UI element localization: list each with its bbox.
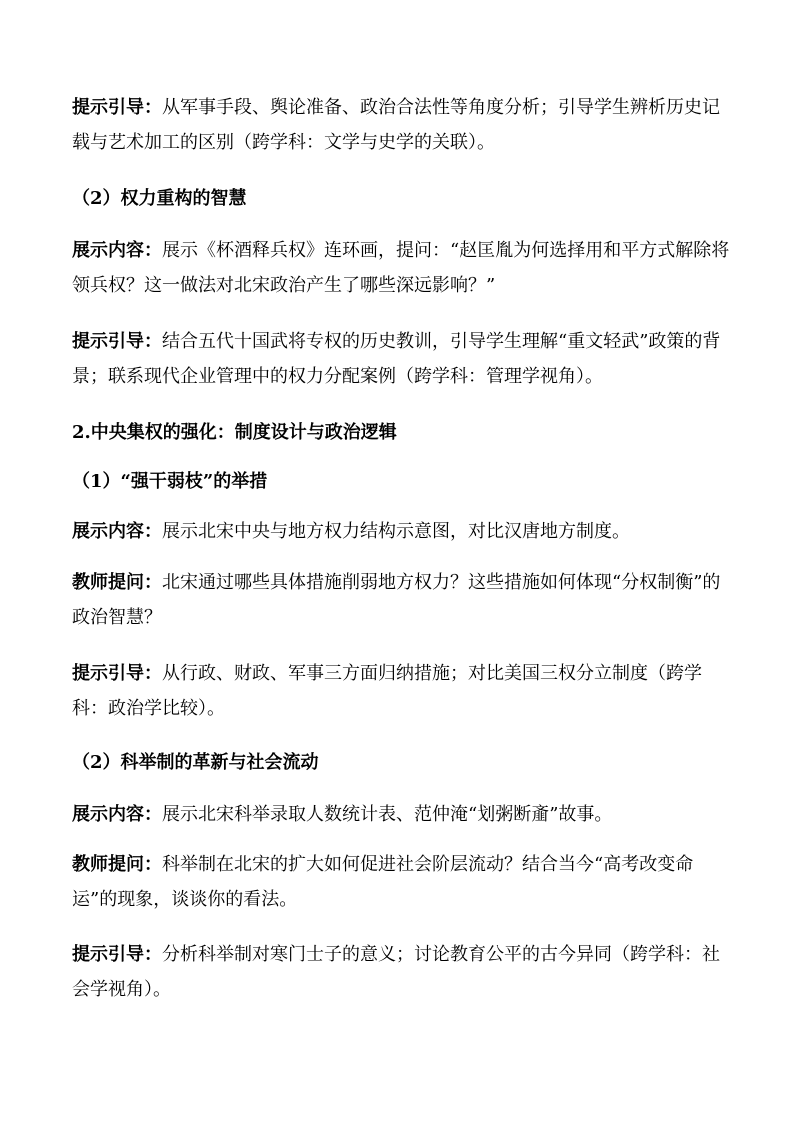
paragraph-hint-guidance-3 <box>72 656 732 726</box>
paragraph-lead: 展示内容： <box>72 521 162 542</box>
paragraph-text: 展示北宋中央与地方权力结构示意图，对比汉唐地方制度。 <box>162 521 630 542</box>
paragraph-text: 从军事手段、舆论准备、政治合法性等角度分析；引导学生辨析历史记载与艺术加工的区别（跨学科：文学与史学的关联）。 <box>72 97 720 153</box>
paragraph-text: 北宋通过哪些具体措施削弱地方权力？这些措施如何体现“分权制衡”的政治智慧？ <box>72 572 721 628</box>
paragraph-display-content-2 <box>72 514 732 549</box>
paragraph-text: 科举制在北宋的扩大如何促进社会阶层流动？结合当今“高考改变命运”的现象，谈谈你的看法。 <box>72 854 694 910</box>
paragraph-lead: 教师提问： <box>72 572 162 593</box>
paragraph-lead: 提示引导： <box>72 944 162 965</box>
paragraph-lead: 展示内容： <box>72 240 162 261</box>
paragraph-hint-guidance-4 <box>72 937 732 1007</box>
paragraph-lead: 展示内容： <box>72 804 162 825</box>
paragraph-text: 结合五代十国武将专权的历史教训，引导学生理解“重文轻武”政策的背景；联系现代企业管理中的权力分配案例（跨学科：管理学视角）。 <box>72 331 721 387</box>
section-heading-central-power: 2.中央集权的强化：制度设计与政治逻辑 <box>72 422 397 443</box>
paragraph-lead: 提示引导： <box>72 663 162 684</box>
paragraph-lead: 提示引导： <box>72 331 162 352</box>
paragraph-text: 分析科举制对寒门士子的意义；讨论教育公平的古今异同（跨学科：社会学视角）。 <box>72 944 720 1000</box>
paragraph-text: 展示北宋科举录取人数统计表、范仲淹“划粥断齑”故事。 <box>162 804 613 825</box>
paragraph-teacher-question-2 <box>72 847 732 917</box>
paragraph-hint-guidance-2 <box>72 324 732 394</box>
paragraph-text: 展示《杯酒释兵权》连环画，提问：“赵匡胤为何选择用和平方式解除将领兵权？这一做法对北宋政治产生了哪些深远影响？” <box>72 240 730 296</box>
section-heading-strong-trunk: （1）“强干弱枝”的举措 <box>72 471 268 492</box>
paragraph-display-content-1 <box>72 233 732 303</box>
paragraph-hint-guidance-1 <box>72 90 732 160</box>
paragraph-text: 从行政、财政、军事三方面归纳措施；对比美国三权分立制度（跨学科：政治学比较）。 <box>72 663 702 719</box>
section-heading-imperial-exam: （2）科举制的革新与社会流动 <box>72 752 319 773</box>
paragraph-display-content-3 <box>72 797 732 832</box>
paragraph-lead: 提示引导： <box>72 97 162 118</box>
section-heading-power-restructuring: （2）权力重构的智慧 <box>72 188 247 209</box>
paragraph-lead: 教师提问： <box>72 854 162 875</box>
paragraph-teacher-question-1 <box>72 565 732 635</box>
